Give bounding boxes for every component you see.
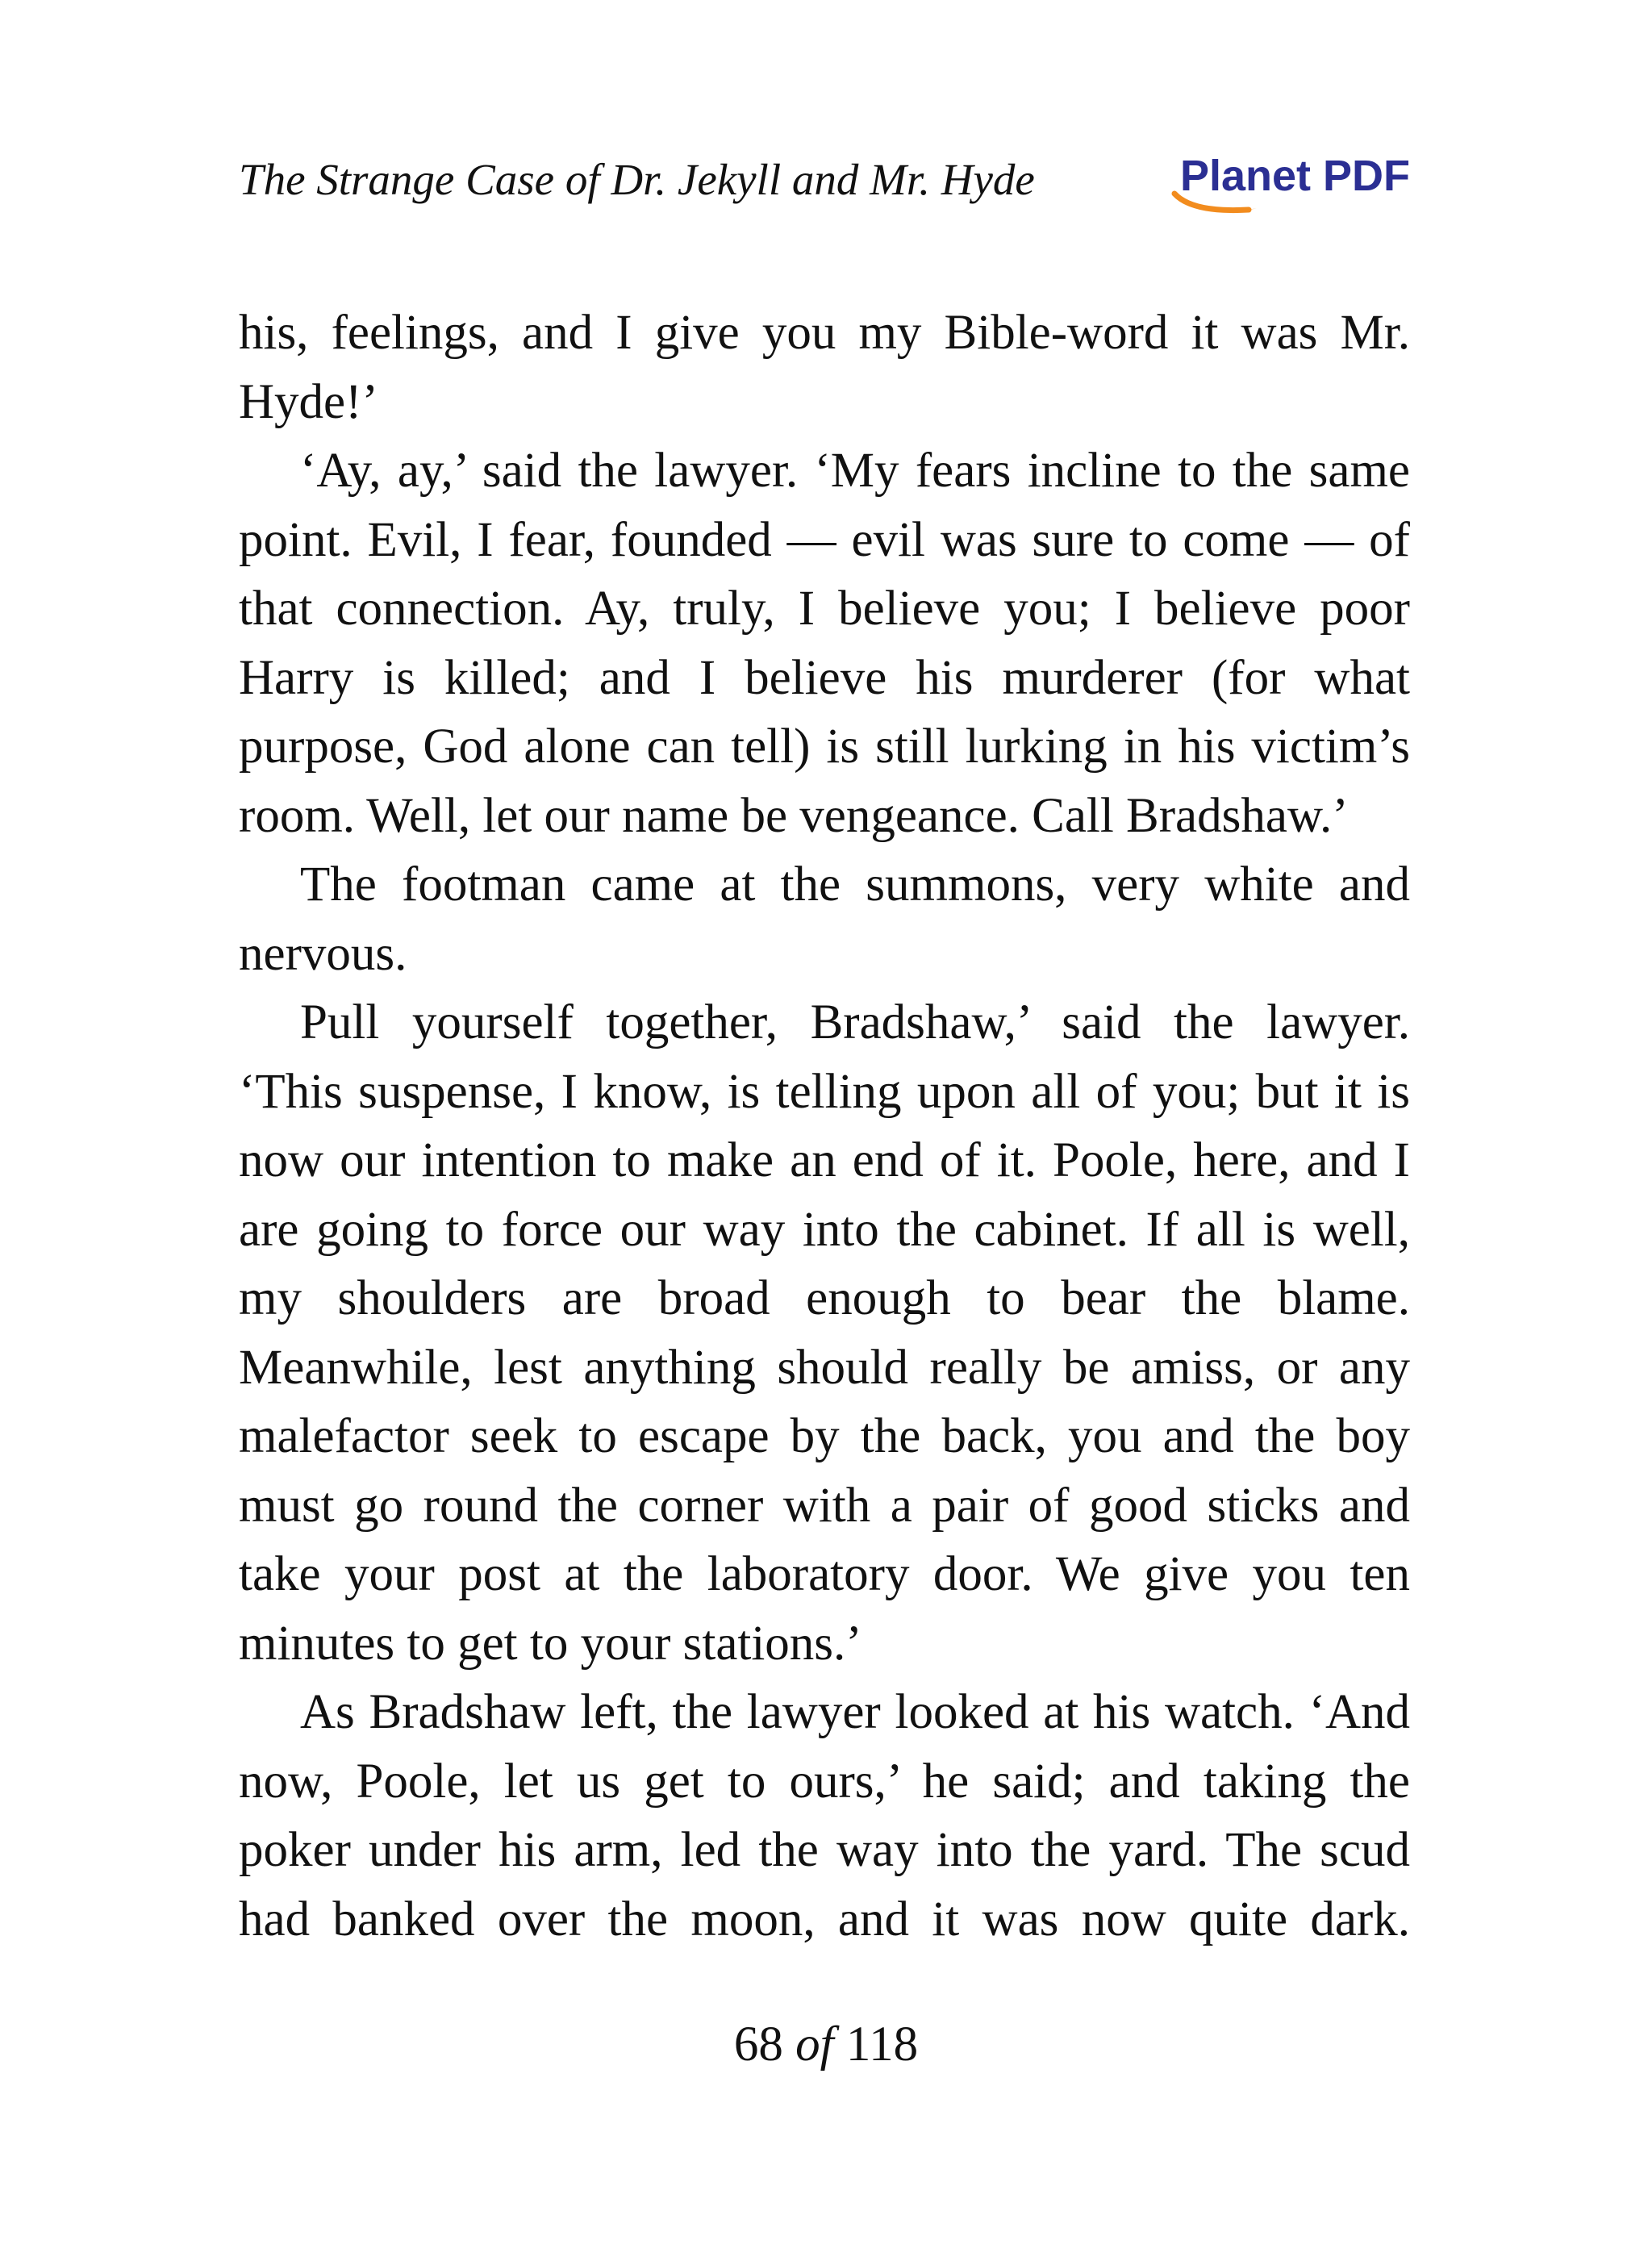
text-line: now our intention to make an end of it. Poole, here, and I xyxy=(239,1133,1410,1187)
text-line: Hyde!’ xyxy=(239,374,378,429)
page-of-label: of xyxy=(795,2017,834,2072)
text-line: my shoulders are broad enough to bear the blame. xyxy=(239,1271,1410,1325)
page-total: 118 xyxy=(845,2017,919,2072)
body-text xyxy=(239,298,1410,1954)
text-line: take your post at the laboratory door. We give you ten xyxy=(239,1547,1410,1601)
text-line: The footman came at the summons, very white and xyxy=(300,857,1410,912)
text-line: ‘This suspense, I know, is telling upon all of you; but it is xyxy=(239,1064,1410,1119)
text-line: now, Poole, let us get to ours,’ he said; and taking the xyxy=(239,1754,1410,1809)
text-line: are going to force our way into the cabinet. If all is well, xyxy=(239,1202,1410,1257)
text-line: Meanwhile, lest anything should really be amiss, or any xyxy=(239,1340,1410,1395)
text-line: point. Evil, I fear, founded — evil was sure to come — of xyxy=(239,512,1410,567)
page-footer xyxy=(0,2013,1652,2077)
page-header xyxy=(239,145,1410,218)
logo-text: Planet PDF xyxy=(1179,152,1410,200)
text-line: his, feelings, and I give you my Bible-word it was Mr. xyxy=(239,306,1410,360)
text-line: purpose, God alone can tell) is still lurking in his victim’s xyxy=(239,720,1410,774)
text-line: nervous. xyxy=(239,926,407,981)
text-line: must go round the corner with a pair of good sticks and xyxy=(239,1478,1410,1533)
text-line: Harry is killed; and I believe his murderer (for what xyxy=(239,650,1410,705)
page-number: 68 xyxy=(733,2017,783,2072)
planet-pdf-logo[interactable] xyxy=(1160,145,1410,218)
text-line: poker under his arm, led the way into the yard. The scud xyxy=(239,1823,1410,1877)
text-line: minutes to get to your stations.’ xyxy=(239,1616,862,1671)
text-line: As Bradshaw left, the lawyer looked at his watch. ‘And xyxy=(300,1685,1410,1739)
text-line: Pull yourself together, Bradshaw,’ said the lawyer. xyxy=(300,995,1410,1049)
book-title: The Strange Case of Dr. Jekyll and Mr. Hyde xyxy=(239,155,1035,204)
text-line: had banked over the moon, and it was now quite dark. xyxy=(239,1892,1410,1946)
text-line: that connection. Ay, truly, I believe you; I believe poor xyxy=(239,582,1410,636)
text-line: malefactor seek to escape by the back, you and the boy xyxy=(239,1409,1410,1463)
text-line: room. Well, let our name be vengeance. Call Bradshaw.’ xyxy=(239,788,1349,843)
text-line: ‘Ay, ay,’ said the lawyer. ‘My fears incline to the same xyxy=(300,444,1410,498)
